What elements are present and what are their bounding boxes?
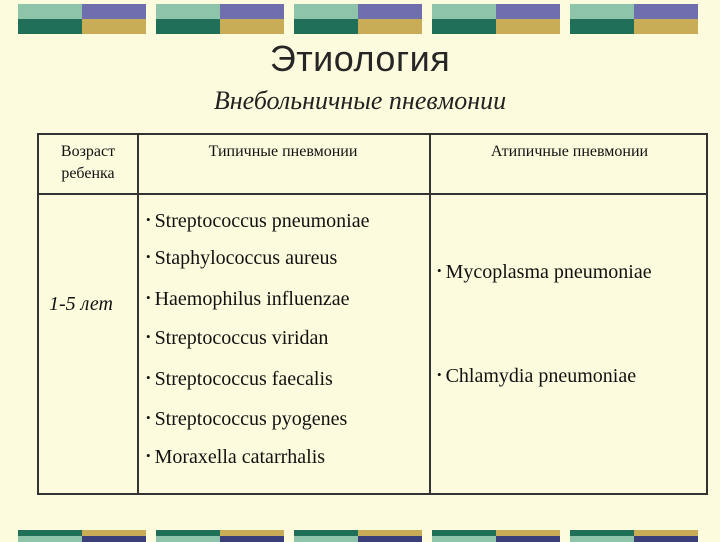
pathogen-name: Streptococcus pneumoniae bbox=[154, 210, 370, 232]
decorative-block bbox=[18, 530, 146, 542]
decorative-tile bbox=[156, 536, 220, 542]
decorative-tile bbox=[18, 19, 82, 34]
atypical-pathogen bbox=[437, 259, 652, 284]
typical-pathogen bbox=[146, 325, 328, 350]
decorative-block bbox=[156, 530, 284, 542]
decorative-tile bbox=[156, 19, 220, 34]
decorative-tile bbox=[496, 4, 560, 19]
decorative-tile bbox=[156, 4, 220, 19]
top-decorative-band bbox=[0, 4, 720, 34]
decorative-tile bbox=[294, 536, 358, 542]
typical-pathogen bbox=[146, 245, 337, 270]
bullet-icon: • bbox=[146, 212, 151, 227]
header-age: Возраст ребенка bbox=[60, 143, 116, 182]
header-typical: Типичные пневмонии bbox=[208, 143, 358, 160]
atypical-pathogen bbox=[437, 363, 636, 388]
decorative-tile bbox=[358, 19, 422, 34]
typical-pathogen bbox=[146, 366, 333, 391]
typical-pathogen bbox=[146, 286, 350, 311]
decorative-tile bbox=[634, 536, 698, 542]
typical-pathogen bbox=[146, 406, 347, 431]
decorative-tile bbox=[496, 536, 560, 542]
bullet-icon: • bbox=[437, 367, 442, 382]
decorative-block bbox=[432, 530, 560, 542]
decorative-tile bbox=[18, 536, 82, 542]
typical-pathogen bbox=[146, 208, 370, 233]
etiology-table bbox=[37, 133, 708, 495]
decorative-tile bbox=[570, 536, 634, 542]
typical-pathogen bbox=[146, 444, 325, 469]
decorative-block bbox=[570, 4, 698, 34]
pathogen-name: Moraxella catarrhalis bbox=[154, 446, 326, 468]
decorative-tile bbox=[220, 536, 284, 542]
decorative-block bbox=[294, 530, 422, 542]
pathogen-name: Haemophilus influenzae bbox=[154, 288, 350, 310]
decorative-tile bbox=[358, 536, 422, 542]
header-divider bbox=[39, 193, 706, 195]
page-title: Этиология bbox=[269, 38, 451, 79]
decorative-tile bbox=[634, 4, 698, 19]
bullet-icon: • bbox=[146, 448, 151, 463]
decorative-tile bbox=[570, 19, 634, 34]
column-divider bbox=[429, 135, 431, 493]
decorative-tile bbox=[432, 19, 496, 34]
page-subtitle: Внебольничные пневмонии bbox=[213, 86, 507, 115]
pathogen-name: Mycoplasma pneumoniae bbox=[445, 261, 652, 283]
pathogen-name: Streptococcus faecalis bbox=[154, 368, 333, 390]
decorative-tile bbox=[432, 536, 496, 542]
decorative-block bbox=[294, 4, 422, 34]
decorative-block bbox=[432, 4, 560, 34]
decorative-block bbox=[156, 4, 284, 34]
decorative-block bbox=[18, 4, 146, 34]
decorative-tile bbox=[220, 19, 284, 34]
bullet-icon: • bbox=[146, 249, 151, 264]
header-atypical: Атипичные пневмонии bbox=[490, 143, 649, 160]
decorative-tile bbox=[294, 4, 358, 19]
bottom-decorative-band bbox=[0, 530, 720, 542]
decorative-tile bbox=[82, 19, 146, 34]
decorative-tile bbox=[634, 19, 698, 34]
decorative-tile bbox=[294, 19, 358, 34]
decorative-tile bbox=[432, 4, 496, 19]
decorative-block bbox=[570, 530, 698, 542]
age-value: 1-5 лет bbox=[49, 293, 113, 315]
bullet-icon: • bbox=[146, 410, 151, 425]
decorative-tile bbox=[220, 4, 284, 19]
decorative-tile bbox=[358, 4, 422, 19]
decorative-tile bbox=[496, 19, 560, 34]
pathogen-name: Staphylococcus aureus bbox=[154, 247, 338, 269]
column-divider bbox=[137, 135, 139, 493]
pathogen-name: Chlamydia pneumoniae bbox=[445, 365, 637, 387]
decorative-tile bbox=[570, 4, 634, 19]
bullet-icon: • bbox=[437, 263, 442, 278]
pathogen-name: Streptococcus pyogenes bbox=[154, 408, 348, 430]
decorative-tile bbox=[82, 536, 146, 542]
decorative-tile bbox=[18, 4, 82, 19]
bullet-icon: • bbox=[146, 329, 151, 344]
bullet-icon: • bbox=[146, 290, 151, 305]
pathogen-name: Streptococcus viridan bbox=[154, 327, 329, 349]
bullet-icon: • bbox=[146, 370, 151, 385]
decorative-tile bbox=[82, 4, 146, 19]
